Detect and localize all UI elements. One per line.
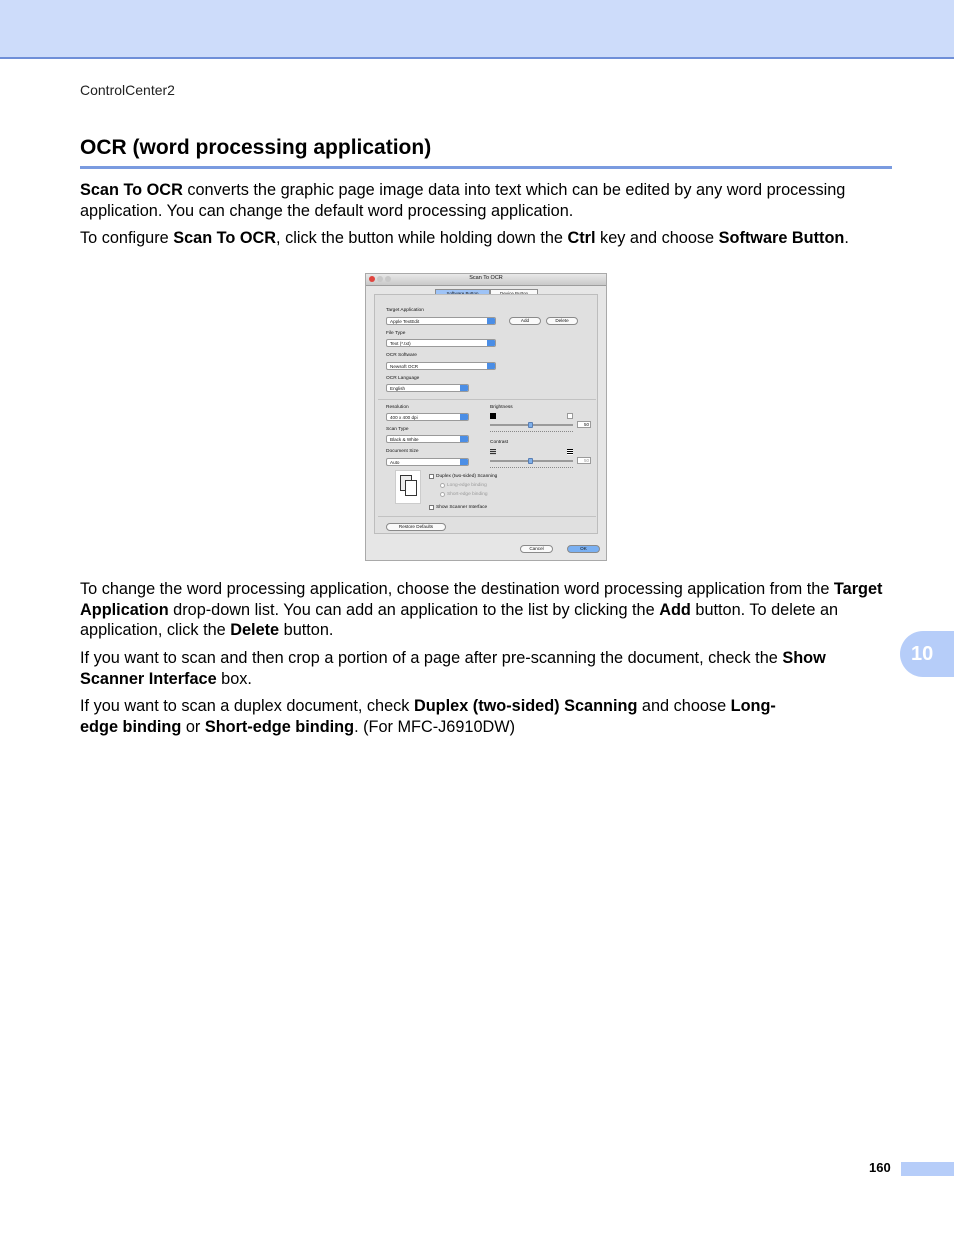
chevron-down-icon	[460, 459, 468, 465]
scan-type-label: Scan Type	[386, 427, 409, 432]
target-application-label: Target Application	[386, 308, 424, 313]
contrast-slider-handle[interactable]	[528, 458, 533, 464]
page-number-bar	[901, 1162, 954, 1176]
chevron-down-icon	[487, 340, 495, 346]
resolution-select[interactable]: 400 x 400 dpi	[386, 413, 469, 421]
running-title: ControlCenter2	[80, 82, 175, 98]
chevron-down-icon	[460, 414, 468, 420]
target-application-select[interactable]: Apple TextEdit	[386, 317, 496, 325]
show-scanner-interface-checkbox[interactable]	[429, 505, 434, 510]
section-title: OCR (word processing application)	[80, 136, 432, 159]
chapter-tab: 10	[900, 631, 954, 677]
contrast-value[interactable]: 50	[577, 457, 591, 464]
paragraph-duplex: If you want to scan a duplex document, check Duplex (two-sided) Scanning and choose Long-edge binding or Short-edge binding. (For MFC-J6910DW)	[80, 697, 776, 736]
contrast-label: Contrast	[490, 440, 509, 445]
divider	[378, 399, 596, 400]
chevron-down-icon	[460, 436, 468, 442]
document-size-select[interactable]: Auto	[386, 458, 469, 466]
ocr-language-select[interactable]: English	[386, 384, 469, 392]
long-edge-radio[interactable]	[440, 483, 445, 488]
contrast-high-icon	[567, 449, 573, 455]
ocr-software-label: OCR Software	[386, 353, 417, 358]
short-edge-label: Short-edge binding	[447, 492, 488, 497]
delete-button[interactable]: Delete	[546, 317, 578, 325]
chevron-down-icon	[487, 363, 495, 369]
brightness-ticks	[490, 431, 573, 434]
show-scanner-interface-label: Show Scanner Interface	[436, 505, 488, 510]
brightness-value[interactable]: 50	[577, 421, 591, 428]
duplex-label: Duplex (two-sided) Scanning	[436, 474, 498, 479]
ok-button[interactable]: OK	[567, 545, 600, 553]
contrast-ticks	[490, 467, 573, 470]
short-edge-radio[interactable]	[440, 492, 445, 497]
resolution-label: Resolution	[386, 405, 409, 410]
ocr-software-select[interactable]: Newsoft OCR	[386, 362, 496, 370]
dialog-titlebar	[366, 274, 606, 286]
brightness-dark-icon	[490, 413, 496, 419]
contrast-low-icon	[490, 449, 496, 455]
paragraph-intro: Scan To OCR converts the graphic page image data into text which can be edited by any word processing application. You can change the default word processing application.	[80, 181, 846, 220]
cancel-button[interactable]: Cancel	[520, 545, 553, 553]
brightness-label: Brightness	[490, 405, 513, 410]
file-type-select[interactable]: Text (*.txt)	[386, 339, 496, 347]
long-edge-label: Long-edge binding	[447, 483, 487, 488]
dialog-title: Scan To OCR	[469, 275, 503, 281]
scan-to-ocr-dialog	[365, 273, 607, 561]
file-type-label: File Type	[386, 331, 406, 336]
header-band	[0, 0, 954, 59]
duplex-illustration-icon	[395, 470, 421, 504]
paragraph-show-scanner-interface: If you want to scan and then crop a portion of a page after pre-scanning the document, check the Show Scanner Interface box.	[80, 649, 826, 688]
restore-defaults-button[interactable]: Restore Defaults	[386, 523, 446, 531]
divider	[378, 516, 596, 517]
paragraph-change-application: To change the word processing application, choose the destination word processing application from the Target Application drop-down list. You can add an application to the list by clicking the Add button. To delete an application, click the Delete button.	[80, 580, 883, 639]
chevron-down-icon	[487, 318, 495, 324]
paragraph-configure: To configure Scan To OCR, click the button while holding down the Ctrl key and choose Software Button.	[80, 229, 849, 247]
brightness-light-icon	[567, 413, 573, 419]
document-size-label: Document Size	[386, 449, 419, 454]
chevron-down-icon	[460, 385, 468, 391]
scan-type-select[interactable]: Black & White	[386, 435, 469, 443]
duplex-checkbox[interactable]	[429, 474, 434, 479]
ocr-language-label: OCR Language	[386, 376, 420, 381]
title-rule	[80, 166, 892, 169]
brightness-slider-handle[interactable]	[528, 422, 533, 428]
page-number: 160	[869, 1160, 891, 1175]
add-button[interactable]: Add	[509, 317, 541, 325]
